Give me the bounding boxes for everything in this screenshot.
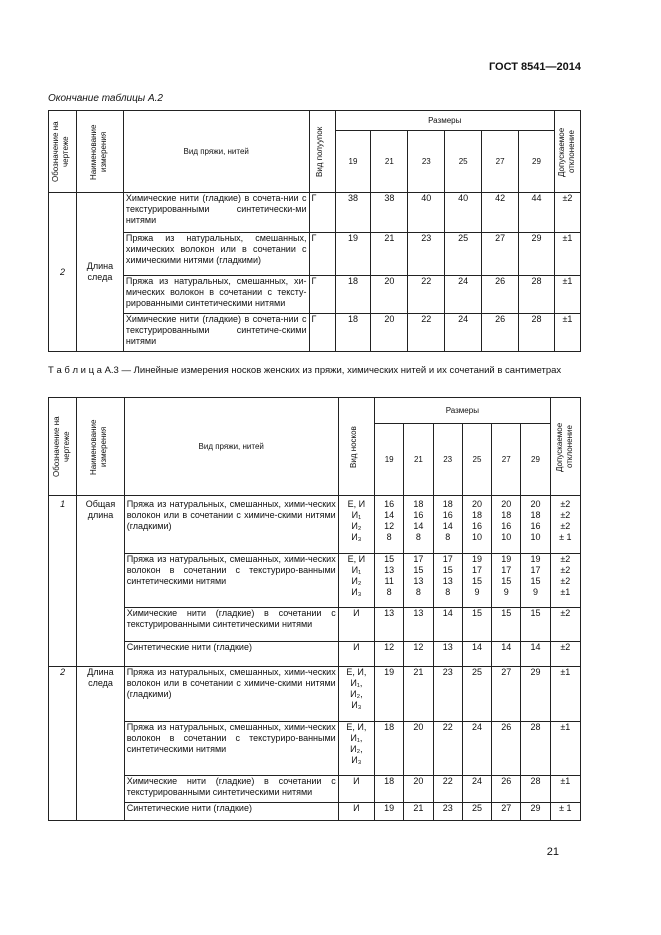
value-cell: 17 15 13 8 <box>433 554 462 608</box>
size-col: 29 <box>519 131 555 193</box>
kind-cell: Г <box>309 276 335 314</box>
value-cell: 44 <box>519 193 555 233</box>
table-row <box>49 314 581 352</box>
size-col: 19 <box>375 424 404 496</box>
table-a3-caption: Т а б л и ц а А.3 — Линейные измерения носков женских из пряжи, химических нитей и их сочетаний в сантиметрах <box>48 365 562 376</box>
value-cell: 15 13 11 8 <box>375 554 404 608</box>
kind-cell: И <box>338 803 374 821</box>
row-number: 2 <box>49 667 77 821</box>
value-cell: 14 <box>492 642 521 667</box>
value-cell: 38 <box>371 193 408 233</box>
value-cell: 24 <box>445 314 482 352</box>
table-a3 <box>48 397 581 821</box>
value-cell: 28 <box>519 276 555 314</box>
kind-cell: Е, И И₁ И₂ И₃ <box>338 554 374 608</box>
value-cell: 23 <box>408 233 445 276</box>
yarn-cell: Химические нити (гладкие) в сочета-нии с текстурированными синтетически-ми нитями <box>123 193 309 233</box>
measurement-name: Общая длина <box>77 496 124 667</box>
size-col: 27 <box>482 131 519 193</box>
tolerance-cell: ±1 <box>554 314 580 352</box>
value-cell: 14 <box>521 642 550 667</box>
size-col: 23 <box>408 131 445 193</box>
header-yarn: Вид пряжи, нитей <box>123 111 309 193</box>
value-cell: 21 <box>404 803 433 821</box>
header-sizes: Размеры <box>335 111 554 131</box>
kind-cell: И <box>338 608 374 642</box>
yarn-cell: Синтетические нити (гладкие) <box>124 642 338 667</box>
kind-cell: И <box>338 642 374 667</box>
value-cell: 20 18 16 10 <box>492 496 521 554</box>
value-cell: 15 <box>521 608 550 642</box>
value-cell: 21 <box>371 233 408 276</box>
value-cell: 19 17 15 9 <box>492 554 521 608</box>
tolerance-cell: ±2 <box>554 193 580 233</box>
value-cell: 18 <box>335 314 371 352</box>
header-designation: Обозначение на чертеже <box>49 398 77 496</box>
header-sizes: Размеры <box>375 398 551 424</box>
table-row <box>49 722 581 776</box>
row-number: 1 <box>49 496 77 667</box>
value-cell: 18 16 14 8 <box>404 496 433 554</box>
value-cell: 20 18 16 10 <box>521 496 550 554</box>
header-yarn: Вид пряжи, нитей <box>124 398 338 496</box>
value-cell: 19 <box>335 233 371 276</box>
value-cell: 22 <box>408 314 445 352</box>
header-designation: Обозначение на чертеже <box>49 111 77 193</box>
value-cell: 18 <box>335 276 371 314</box>
tolerance-cell: ±1 <box>554 233 580 276</box>
table-row <box>49 776 581 803</box>
kind-cell: Г <box>309 193 335 233</box>
yarn-cell: Пряжа из натуральных, смешанных, хими-ческих волокон или в сочетании с химиче-скими нитями (гладкими) <box>124 667 338 722</box>
header-tolerance: Допускаемое отклонение <box>550 398 580 496</box>
tolerance-cell: ±2 <box>550 642 580 667</box>
kind-cell: И <box>338 776 374 803</box>
value-cell: 25 <box>462 667 491 722</box>
value-cell: 27 <box>492 667 521 722</box>
value-cell: 22 <box>433 722 462 776</box>
table-row <box>49 233 581 276</box>
value-cell: 18 16 14 8 <box>433 496 462 554</box>
kind-cell: Г <box>309 233 335 276</box>
page-number: 21 <box>546 846 559 858</box>
value-cell: 20 18 16 10 <box>462 496 491 554</box>
value-cell: 20 <box>404 722 433 776</box>
value-cell: 19 17 15 9 <box>521 554 550 608</box>
kind-cell: Е, И И₁ И₂ И₃ <box>338 496 374 554</box>
yarn-cell: Синтетические нити (гладкие) <box>124 803 338 821</box>
size-col: 27 <box>492 424 521 496</box>
table-row <box>49 803 581 821</box>
yarn-cell: Химические нити (гладкие) в сочета-нии с текстурированными синтетиче-скими нитями <box>123 314 309 352</box>
table-row <box>49 608 581 642</box>
yarn-cell: Пряжа из натуральных, смешанных, хими-ческих волокон или в сочетании с химиче-скими нитями (гладкими) <box>124 496 338 554</box>
header-kind: Вид полуупок <box>309 111 335 193</box>
value-cell: 23 <box>433 803 462 821</box>
table-row <box>49 276 581 314</box>
value-cell: 15 <box>492 608 521 642</box>
document-header: ГОСТ 8541—2014 <box>488 61 581 73</box>
table-row <box>49 554 581 608</box>
kind-cell: Г <box>309 314 335 352</box>
header-kind: Вид носков <box>338 398 374 496</box>
value-cell: 28 <box>521 776 550 803</box>
value-cell: 16 14 12 8 <box>375 496 404 554</box>
value-cell: 13 <box>375 608 404 642</box>
table-row <box>49 496 581 554</box>
value-cell: 20 <box>371 276 408 314</box>
size-col: 25 <box>462 424 491 496</box>
row-number: 2 <box>49 193 77 352</box>
tolerance-cell: ±1 <box>550 722 580 776</box>
value-cell: 22 <box>433 776 462 803</box>
size-col: 19 <box>335 131 371 193</box>
table-caption-continued: Окончание таблицы А.2 <box>48 93 163 104</box>
yarn-cell: Пряжа из натуральных, смешанных, хи-мических волокон в сочетании с тексту-рированными синтетическими нитями <box>123 276 309 314</box>
value-cell: 24 <box>462 776 491 803</box>
value-cell: 19 <box>375 667 404 722</box>
header-measurement: Наименование измерения <box>76 111 123 193</box>
value-cell: 14 <box>433 608 462 642</box>
value-cell: 13 <box>404 608 433 642</box>
tolerance-cell: ±2 ±2 ±2 ± 1 <box>550 496 580 554</box>
value-cell: 29 <box>521 667 550 722</box>
header-tolerance: Допускаемое отклонение <box>554 111 580 193</box>
kind-cell: Е, И, И₁, И₂, И₃ <box>338 722 374 776</box>
value-cell: 13 <box>433 642 462 667</box>
measurement-name: Длина следа <box>76 193 123 352</box>
value-cell: 20 <box>404 776 433 803</box>
tolerance-cell: ±1 <box>550 776 580 803</box>
value-cell: 20 <box>371 314 408 352</box>
tolerance-cell: ± 1 <box>550 803 580 821</box>
yarn-cell: Пряжа из натуральных, смешанных, химических волокон или в сочетании с химическими нитями (гладкими) <box>123 233 309 276</box>
measurement-name: Длина следа <box>77 667 124 821</box>
value-cell: 26 <box>482 276 519 314</box>
value-cell: 28 <box>521 722 550 776</box>
value-cell: 38 <box>335 193 371 233</box>
value-cell: 29 <box>519 233 555 276</box>
size-col: 29 <box>521 424 550 496</box>
table-a2-end <box>48 110 581 352</box>
value-cell: 27 <box>482 233 519 276</box>
yarn-cell: Пряжа из натуральных, смешанных, хими-ческих волокон в сочетании с текстуриро-ванными синтетическими нитями <box>124 722 338 776</box>
kind-cell: Е, И, И₁, И₂, И₃ <box>338 667 374 722</box>
size-col: 21 <box>371 131 408 193</box>
value-cell: 40 <box>408 193 445 233</box>
value-cell: 23 <box>433 667 462 722</box>
value-cell: 25 <box>462 803 491 821</box>
value-cell: 19 17 15 9 <box>462 554 491 608</box>
value-cell: 24 <box>462 722 491 776</box>
tolerance-cell: ±2 ±2 ±2 ±1 <box>550 554 580 608</box>
value-cell: 42 <box>482 193 519 233</box>
value-cell: 21 <box>404 667 433 722</box>
value-cell: 29 <box>521 803 550 821</box>
value-cell: 15 <box>462 608 491 642</box>
size-col: 23 <box>433 424 462 496</box>
yarn-cell: Химические нити (гладкие) в сочетании с текстурированными синтетическими нитями <box>124 608 338 642</box>
size-col: 21 <box>404 424 433 496</box>
table-row <box>49 642 581 667</box>
value-cell: 25 <box>445 233 482 276</box>
value-cell: 26 <box>492 722 521 776</box>
value-cell: 17 15 13 8 <box>404 554 433 608</box>
tolerance-cell: ±2 <box>550 608 580 642</box>
value-cell: 28 <box>519 314 555 352</box>
value-cell: 12 <box>404 642 433 667</box>
tolerance-cell: ±1 <box>550 667 580 722</box>
header-measurement: Наименование измерения <box>77 398 124 496</box>
yarn-cell: Пряжа из натуральных, смешанных, хими-ческих волокон в сочетании с текстуриро-ванными синтетическими нитями <box>124 554 338 608</box>
value-cell: 19 <box>375 803 404 821</box>
value-cell: 26 <box>482 314 519 352</box>
tolerance-cell: ±1 <box>554 276 580 314</box>
value-cell: 24 <box>445 276 482 314</box>
table-row <box>49 667 581 722</box>
value-cell: 27 <box>492 803 521 821</box>
yarn-cell: Химические нити (гладкие) в сочетании с текстурированными синтетическими нитями <box>124 776 338 803</box>
value-cell: 12 <box>375 642 404 667</box>
value-cell: 22 <box>408 276 445 314</box>
value-cell: 18 <box>375 722 404 776</box>
table-row <box>49 193 581 233</box>
value-cell: 40 <box>445 193 482 233</box>
value-cell: 14 <box>462 642 491 667</box>
value-cell: 18 <box>375 776 404 803</box>
size-col: 25 <box>445 131 482 193</box>
value-cell: 26 <box>492 776 521 803</box>
